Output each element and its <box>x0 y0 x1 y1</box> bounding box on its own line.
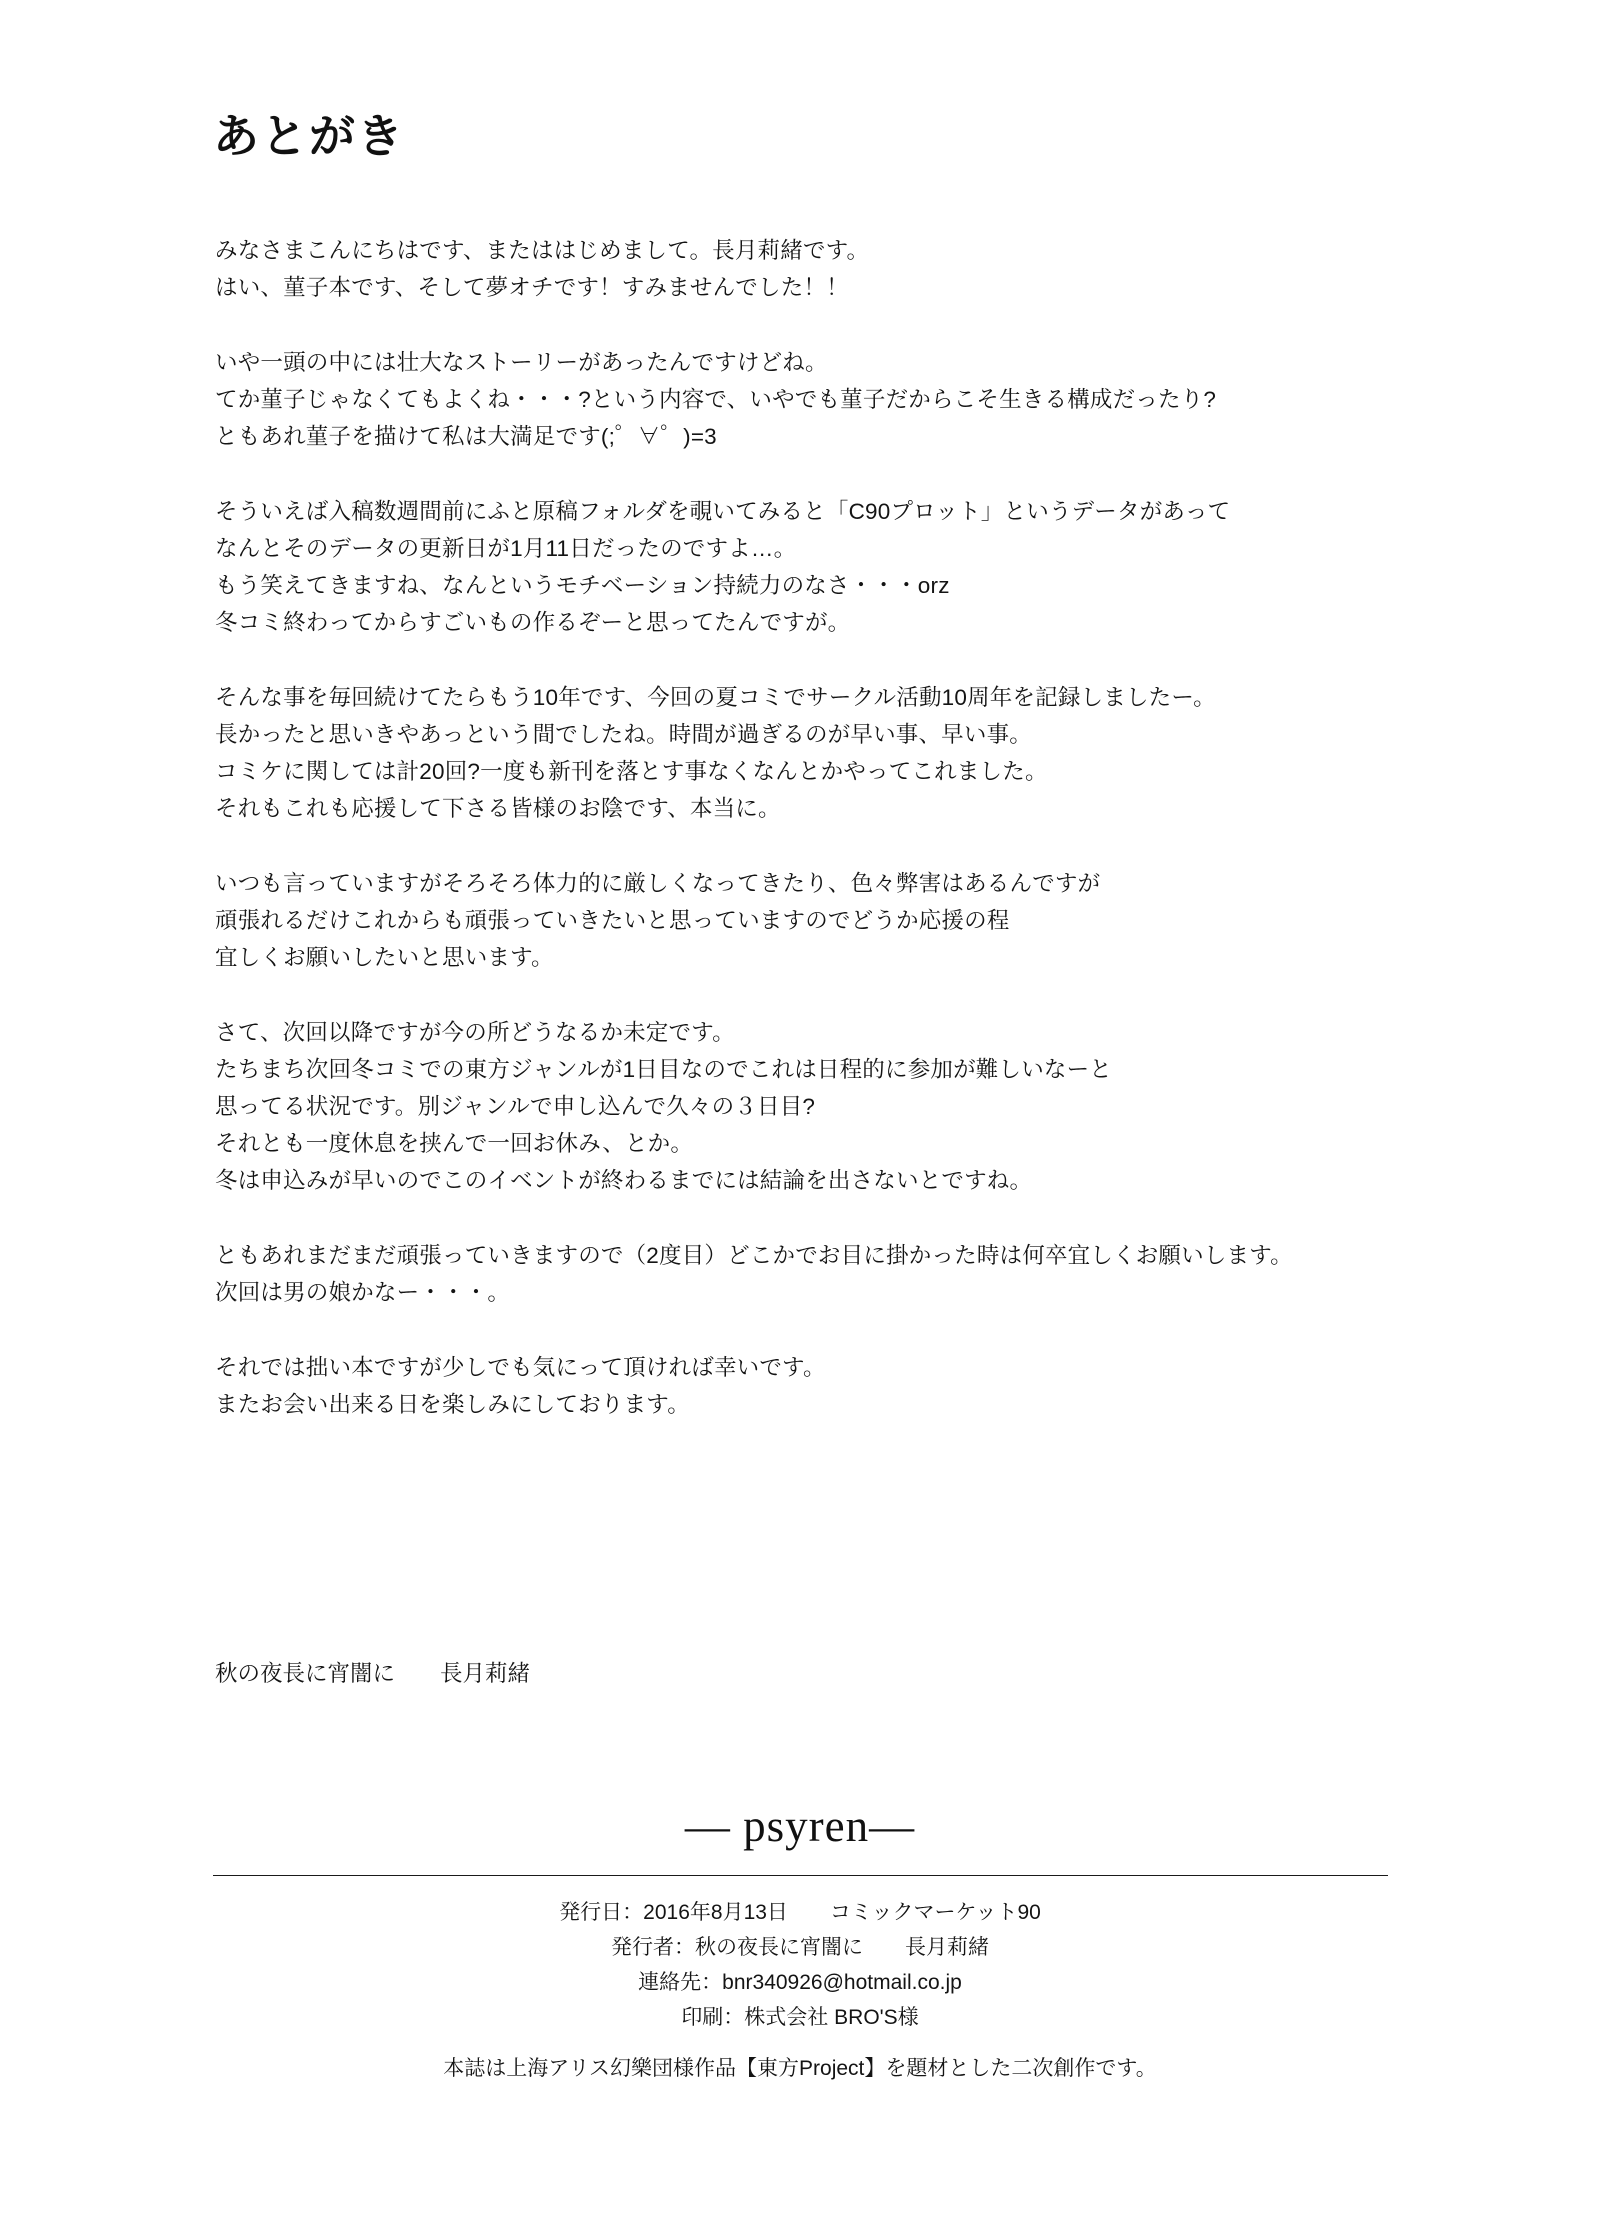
body-line: もう笑えてきますね、なんというモチベーション持続力のなさ・・・orz <box>215 573 950 598</box>
author-signature: 秋の夜長に宵闇に 長月莉緒 <box>215 1661 531 1686</box>
paragraph <box>215 865 1425 976</box>
body-line: いや一頭の中には壮大なストーリーがあったんですけどね。 <box>215 350 828 375</box>
body-line: さて、次回以降ですが今の所どうなるか未定です。 <box>215 1020 735 1045</box>
body-line: 次回は男の娘かなー・・・。 <box>215 1280 511 1305</box>
body-line: みなさまこんにちはです、またははじめまして。長月莉緒です。 <box>215 238 870 263</box>
body-line: 思ってる状況です。別ジャンルで申し込んで久々の３日目? <box>215 1094 816 1119</box>
colophon-line: 発行者：秋の夜長に宵闇に 長月莉緒 <box>611 1936 989 1959</box>
body-line: 冬コミ終わってからすごいもの作るぞーと思ってたんですが。 <box>215 610 851 635</box>
body-line: そんな事を毎回続けてたらもう10年です、今回の夏コミでサークル活動10周年を記録しましたー。 <box>215 685 1216 710</box>
body-line: またお会い出来る日を楽しみにしております。 <box>215 1392 690 1417</box>
divider <box>213 1875 1388 1876</box>
paragraph <box>215 1349 1425 1423</box>
colophon <box>0 1895 1600 2086</box>
colophon-line: 印刷：株式会社 BRO'S様 <box>681 2006 919 2029</box>
body-line: 頑張れるだけこれからも頑張っていきたいと思っていますのでどうか応援の程 <box>215 908 1010 933</box>
paragraph <box>215 1014 1425 1199</box>
colophon-line: 連絡先：bnr340926@hotmail.co.jp <box>638 1971 962 1994</box>
body-line: いつも言っていますがそろそろ体力的に厳しくなってきたり、色々弊害はあるんですが <box>215 871 1101 896</box>
body-line: コミケに関しては計20回?一度も新刊を落とす事なくなんとかやってこれました。 <box>215 759 1048 784</box>
body-line: 長かったと思いきやあっという間でしたね。時間が過ぎるのが早い事、早い事。 <box>215 722 1032 747</box>
paragraph <box>215 344 1425 455</box>
circle-logo: — psyren— <box>684 1801 916 1851</box>
body-line: 宜しくお願いしたいと思います。 <box>215 945 554 970</box>
body-line: てか菫子じゃなくてもよくね・・・?という内容で、いやでも菫子だからこそ生きる構成だったり? <box>215 387 1217 412</box>
paragraph <box>215 493 1425 641</box>
paragraph <box>215 232 1425 306</box>
body-line: それでは拙い本ですが少しでも気にって頂ければ幸いです。 <box>215 1355 826 1380</box>
copyright-disclaimer: 本誌は上海アリス幻樂団様作品【東方Project】を題材とした二次創作です。 <box>443 2057 1157 2080</box>
body-line: それもこれも応援して下さる皆様のお陰です、本当に。 <box>215 796 781 821</box>
body-line: なんとそのデータの更新日が1月11日だったのですよ…。 <box>215 536 797 561</box>
body-line: それとも一度休息を挟んで一回お休み、とか。 <box>215 1131 694 1156</box>
body-line: 冬は申込みが早いのでこのイベントが終わるまでには結論を出さないとですね。 <box>215 1168 1033 1193</box>
body-line: ともあれまだまだ頑張っていきますので（2度目）どこかでお目に掛かった時は何卒宜しくお願いします。 <box>215 1243 1293 1268</box>
body-line: はい、菫子本です、そして夢オチです！すみませんでした！！ <box>215 275 849 300</box>
body-line: たちまち次回冬コミでの東方ジャンルが1日目なのでこれは日程的に参加が難しいなーと <box>215 1057 1113 1082</box>
body-line: そういえば入稿数週間前にふと原稿フォルダを覗いてみると「C90プロット」というデータがあって <box>215 499 1231 524</box>
afterword-body <box>215 232 1425 1423</box>
page-title: あとがき <box>213 110 405 162</box>
colophon-line: 発行日：2016年8月13日 コミックマーケット90 <box>559 1901 1041 1924</box>
paragraph <box>215 1237 1425 1311</box>
paragraph <box>215 679 1425 827</box>
body-line: ともあれ菫子を描けて私は大満足です(;゜∀゜)=3 <box>215 424 717 449</box>
